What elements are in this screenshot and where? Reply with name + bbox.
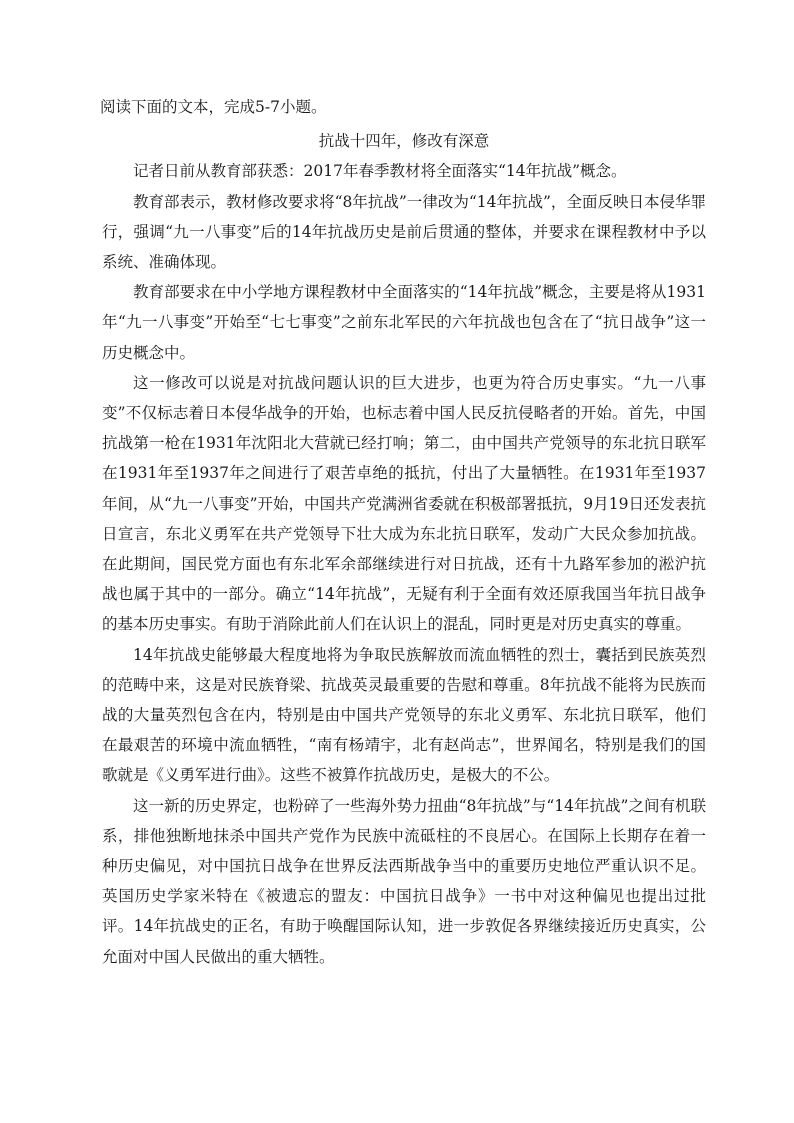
article-paragraph-4: 这一修改可以说是对抗战问题认识的巨大进步，也更为符合历史事实。“九一八事变”不仅标志着日本侵华战争的开始，也标志着中国人民反抗侵略者的开始。首先，中国抗战第一枪在1931年沈阳北大营就已经打响；第二，由中国共产党领导的东北抗日联军在1931年至1937年之间进行了艰苦卓绝的抵抗，付出了大量牺牲。在1931年至1937年间，从“九一八事变”开始，中国共产党满洲省委就在积极部署抵抗，9月19日还发表抗日宣言，东北义勇军在共产党领导下壮大成为东北抗日联军，发动广大民众参加抗战。在此期间，国民党方面也有东北军余部继续进行对日抗战，还有十九路军参加的淞沪抗战也属于其中的一部分。确立“14年抗战”，无疑有利于全面有效还原我国当年抗日战争的基本历史事实。有助于消除此前人们在认识上的混乱，同时更是对历史真实的尊重。 [102, 373, 706, 634]
reading-instruction: 阅读下面的文本，完成5-7小题。 [100, 98, 327, 116]
article-paragraph-6: 这一新的历史界定，也粉碎了一些海外势力扭曲“8年抗战”与“14年抗战”之间有机联系，排他独断地抹杀中国共产党作为民族中流砥柱的不良居心。在国际上长期存在着一种历史偏见，对中国抗日战争在世界反法西斯战争当中的重要历史地位严重认识不足。英国历史学家米特在《被遗忘的盟友：中国抗日战争》一书中对这种偏见也提出过批评。14年抗战史的正名，有助于唤醒国际认知，进一步敦促各界继续接近历史真实，公允面对中国人民做出的重大牺牲。 [102, 796, 706, 966]
article-paragraph-3: 教育部要求在中小学地方课程教材中全面落实的“14年抗战”概念，主要是将从1931年“九一八事变”开始至“七七事变”之前东北军民的六年抗战也包含在了“抗日战争”这一历史概念中。 [102, 283, 706, 362]
article-paragraph-2: 教育部表示，教材修改要求将“8年抗战”一律改为“14年抗战”，全面反映日本侵华罪行，强调“九一八事变”后的14年抗战历史是前后贯通的整体，并要求在课程教材中予以系统、准确体现。 [102, 192, 706, 272]
article-paragraph-5: 14年抗战史能够最大程度地将为争取民族解放而流血牺牲的烈士，囊括到民族英烈的范畴中来，这是对民族脊梁、抗战英灵最重要的告慰和尊重。8年抗战不能将为民族而战的大量英烈包含在内，特别是由中国共产党领导的东北义勇军、东北抗日联军，他们在最艰苦的环境中流血牺牲，“南有杨靖宇，北有赵尚志”，世界闻名，特别是我们的国歌就是《义勇军进行曲》。这些不被算作抗战历史，是极大的不公。 [102, 645, 706, 785]
article-title: 抗战十四年，修改有深意 [318, 132, 490, 151]
article-paragraph-1: 记者日前从教育部获悉：2017年春季教材将全面落实“14年抗战”概念。 [133, 162, 627, 181]
